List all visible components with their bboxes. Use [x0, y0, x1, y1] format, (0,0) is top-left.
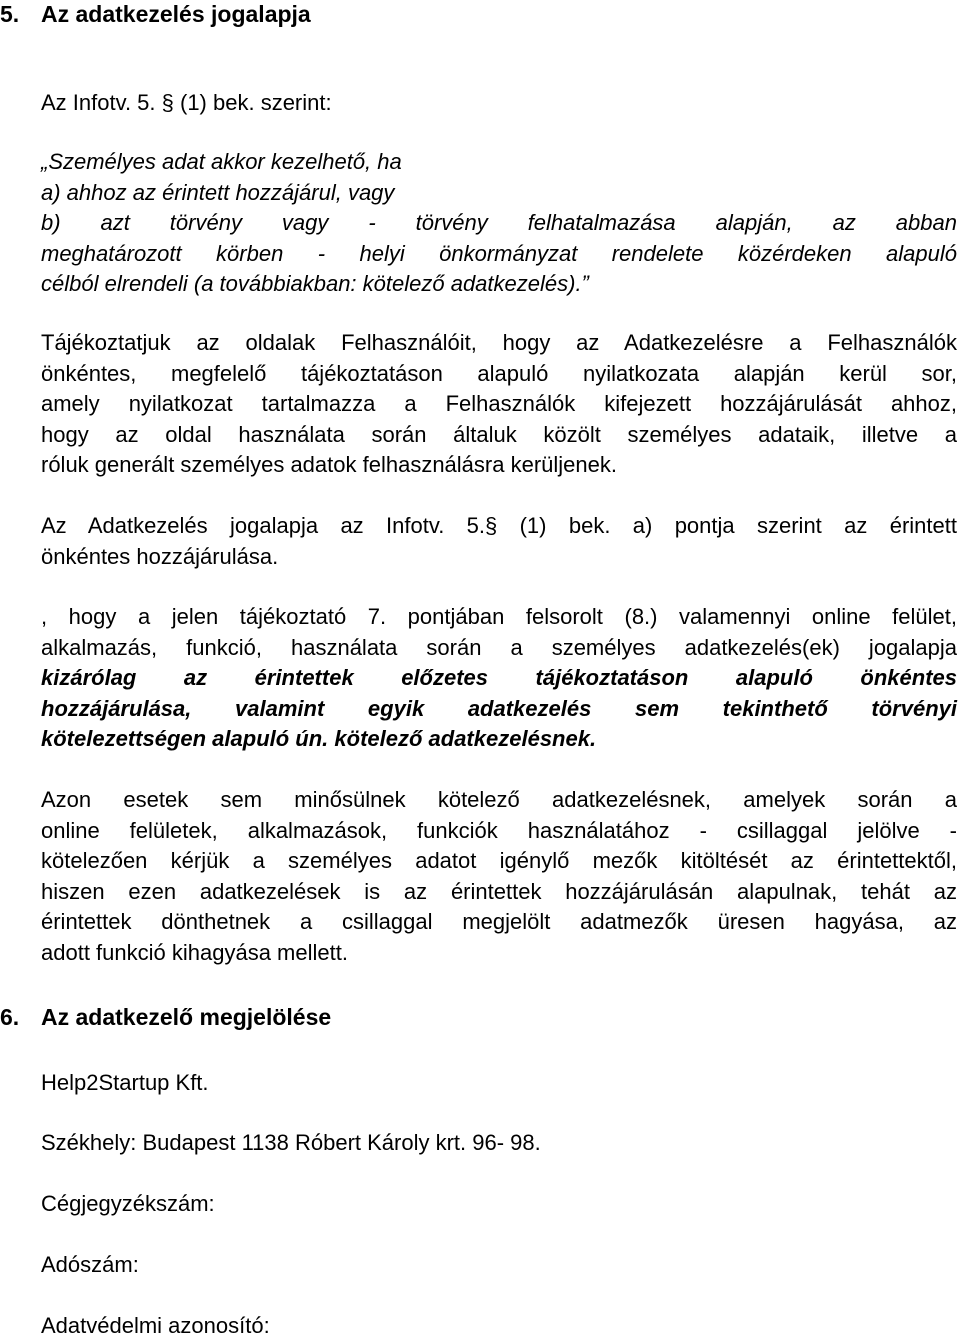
- company-registration-number-label: Cégjegyzékszám:: [41, 1191, 215, 1216]
- paragraph-line: kötelezően kérjük a személyes adatot igénylő mezők kitöltését az érintettektől,: [41, 848, 957, 873]
- paragraph-line: önkéntes hozzájárulása.: [41, 543, 279, 569]
- paragraph-line: Az Adatkezelés jogalapja az Infotv. 5.§ (1) bek. a) pontja szerint az érintett: [41, 513, 957, 538]
- quote-line: b) azt törvény vagy - törvény felhatalmazása alapján, az abban: [41, 210, 957, 235]
- paragraph-emphasis-line: kizárólag az érintettek előzetes tájékoztatáson alapuló önkéntes: [41, 665, 957, 690]
- section-5-title: Az adatkezelés jogalapja: [41, 1, 311, 27]
- section-6-title: Az adatkezelő megjelölése: [41, 1004, 332, 1030]
- company-data-protection-id-label: Adatvédelmi azonosító:: [41, 1313, 270, 1338]
- quote-line: célból elrendeli (a továbbiakban: kötelező adatkezelés).”: [41, 271, 589, 296]
- paragraph-emphasis-line: kötelezettségen alapuló ún. kötelező adatkezelésnek.: [41, 726, 597, 751]
- paragraph-legal-basis: [41, 511, 957, 572]
- infotv-reference: Az Infotv. 5. § (1) bek. szerint:: [41, 90, 332, 115]
- paragraph-line: hogy az oldal használata során általuk közölt személyes adataik, illetve a: [41, 421, 957, 447]
- paragraph-line: hiszen ezen adatkezelések is az érintettek hozzájárulásán alapulnak, tehát az: [41, 878, 957, 904]
- law-quote: [41, 147, 957, 300]
- section-5-number: 5.: [0, 1, 20, 27]
- paragraph-line: Tájékoztatjuk az oldalak Felhasználóit, hogy az Adatkezelésre a Felhasználók: [41, 330, 957, 355]
- quote-line: a) ahhoz az érintett hozzájárul, vagy: [41, 179, 395, 205]
- paragraph-line: alkalmazás, funkció, használata során a személyes adatkezelés(ek) jogalapja: [41, 634, 957, 660]
- paragraph-line: róluk generált személyes adatok felhasználásra kerüljenek.: [41, 452, 617, 477]
- paragraph-line: , hogy a jelen tájékoztató 7. pontjában felsorolt (8.) valamennyi online felület,: [41, 604, 957, 629]
- company-name: Help2Startup Kft.: [41, 1070, 209, 1095]
- section-6-number: 6.: [0, 1004, 20, 1030]
- paragraph-line: önkéntes, megfelelő tájékoztatáson alapuló nyilatkozata alapján kerül sor,: [41, 360, 957, 386]
- paragraph-emphasis-line: hozzájárulása, valamint egyik adatkezelés sem tekinthető törvényi: [41, 695, 957, 721]
- quote-line: meghatározott körben - helyi önkormányzat rendelete közérdeken alapuló: [41, 240, 957, 266]
- paragraph-line: Azon esetek sem minősülnek kötelező adatkezelésnek, amelyek során a: [41, 787, 957, 812]
- company-seat: Székhely: Budapest 1138 Róbert Károly krt. 96- 98.: [41, 1130, 541, 1155]
- paragraph-line: érintettek dönthetnek a csillaggal megjelölt adatmezők üresen hagyása, az: [41, 909, 957, 934]
- quote-line: „Személyes adat akkor kezelhető, ha: [41, 149, 402, 174]
- paragraph-cases: [41, 785, 957, 968]
- paragraph-line: adott funkció kihagyása mellett.: [41, 939, 348, 965]
- paragraph-scope: [41, 602, 957, 755]
- company-tax-number-label: Adószám:: [41, 1252, 139, 1277]
- paragraph-line: amely nyilatkozat tartalmazza a Felhasználók kifejezett hozzájárulását ahhoz,: [41, 391, 957, 416]
- paragraph-inform-users: [41, 328, 957, 481]
- paragraph-line: online felületek, alkalmazások, funkciók használatához - csillaggal jelölve -: [41, 817, 957, 843]
